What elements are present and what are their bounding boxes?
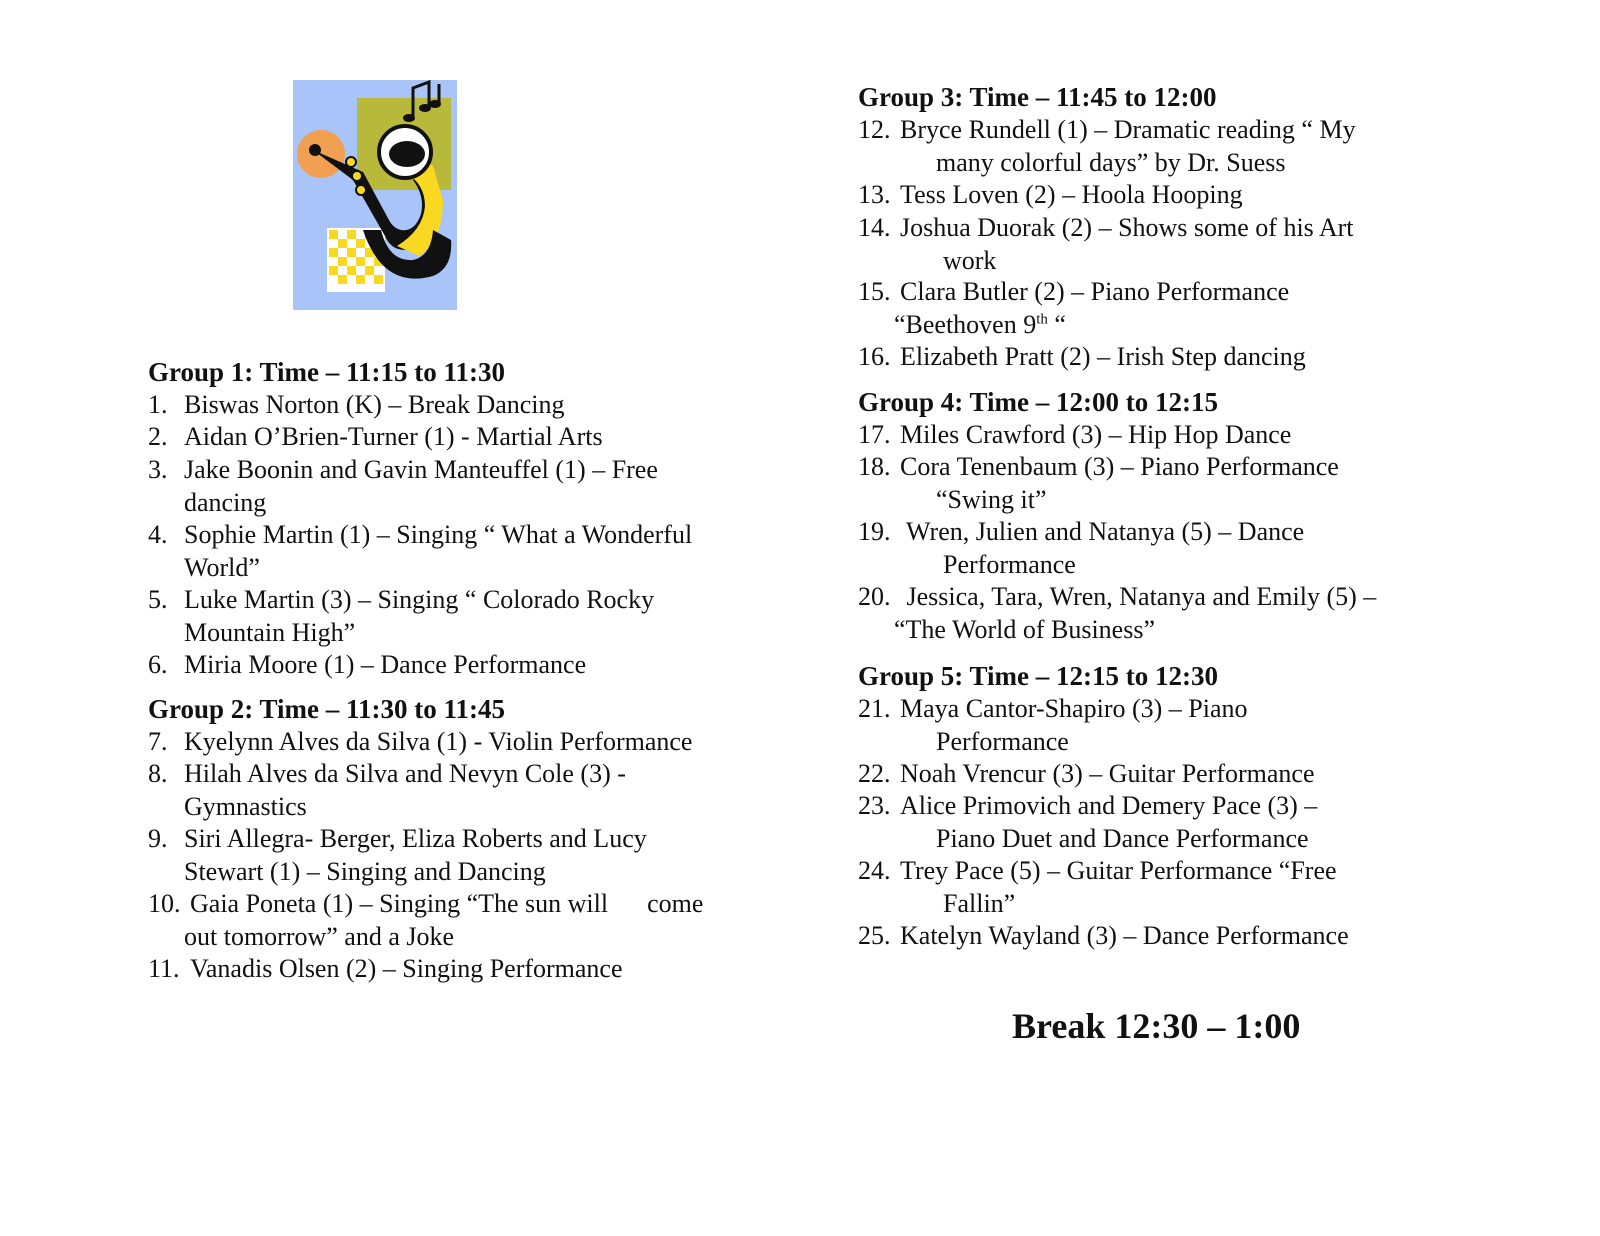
list-item: 2. Aidan O’Brien-Turner (1) - Martial Arts	[148, 422, 603, 451]
list-item: 5. Luke Martin (3) – Singing “ Colorado Rocky Mountain High”	[148, 585, 655, 647]
saxophone-music-icon	[293, 80, 457, 310]
list-item: 11. Vanadis Olsen (2) – Singing Performance	[148, 954, 623, 983]
list-item: 17. Miles Crawford (3) – Hip Hop Dance	[858, 420, 1292, 449]
list-item: 12. Bryce Rundell (1) – Dramatic reading “ My many colorful days” by Dr. Suess	[858, 115, 1356, 177]
list-item: 15. Clara Butler (2) – Piano Performance “Beethoven 9th “	[858, 277, 1290, 339]
list-item: 16. Elizabeth Pratt (2) – Irish Step dancing	[858, 342, 1306, 371]
list-item: 23. Alice Primovich and Demery Pace (3) – Piano Duet and Dance Performance	[858, 791, 1318, 853]
list-item: 7. Kyelynn Alves da Silva (1) - Violin Performance	[148, 727, 693, 756]
list-item: 13. Tess Loven (2) – Hoola Hooping	[858, 180, 1243, 209]
list-item: 19. Wren, Julien and Natanya (5) – Dance Performance	[858, 517, 1305, 579]
list-item: 6. Miria Moore (1) – Dance Performance	[148, 650, 587, 679]
list-item: 3. Jake Boonin and Gavin Manteuffel (1) – Free dancing	[148, 455, 658, 517]
list-item: 22. Noah Vrencur (3) – Guitar Performance	[858, 759, 1315, 788]
list-item: 14. Joshua Duorak (2) – Shows some of his Art work	[858, 213, 1354, 275]
list-item: 21. Maya Cantor-Shapiro (3) – Piano Performance	[858, 694, 1248, 756]
list-item: 10. Gaia Poneta (1) – Singing “The sun will come out tomorrow” and a Joke	[148, 889, 704, 951]
list-item: 9. Siri Allegra- Berger, Eliza Roberts and Lucy Stewart (1) – Singing and Dancing	[148, 824, 647, 886]
list-item: 20. Jessica, Tara, Wren, Natanya and Emily (5) – “The World of Business”	[858, 582, 1377, 644]
list-item: 25. Katelyn Wayland (3) – Dance Performance	[858, 921, 1349, 950]
group-5-title: Group 5: Time – 12:15 to 12:30	[858, 661, 1219, 691]
group-2-title: Group 2: Time – 11:30 to 11:45	[148, 694, 506, 724]
list-item: 8. Hilah Alves da Silva and Nevyn Cole (3) - Gymnastics	[148, 759, 626, 821]
list-item: 4. Sophie Martin (1) – Singing “ What a Wonderful World”	[148, 520, 693, 582]
group-4-title: Group 4: Time – 12:00 to 12:15	[858, 387, 1219, 417]
list-item: 1. Biswas Norton (K) – Break Dancing	[148, 390, 565, 419]
group-3-title: Group 3: Time – 11:45 to 12:00	[858, 82, 1217, 112]
break-title: Break 12:30 – 1:00	[1012, 1006, 1301, 1046]
group-1-title: Group 1: Time – 11:15 to 11:30	[148, 357, 506, 387]
list-item: 24. Trey Pace (5) – Guitar Performance “Free Fallin”	[858, 856, 1337, 918]
list-item: 18. Cora Tenenbaum (3) – Piano Performance “Swing it”	[858, 452, 1339, 514]
